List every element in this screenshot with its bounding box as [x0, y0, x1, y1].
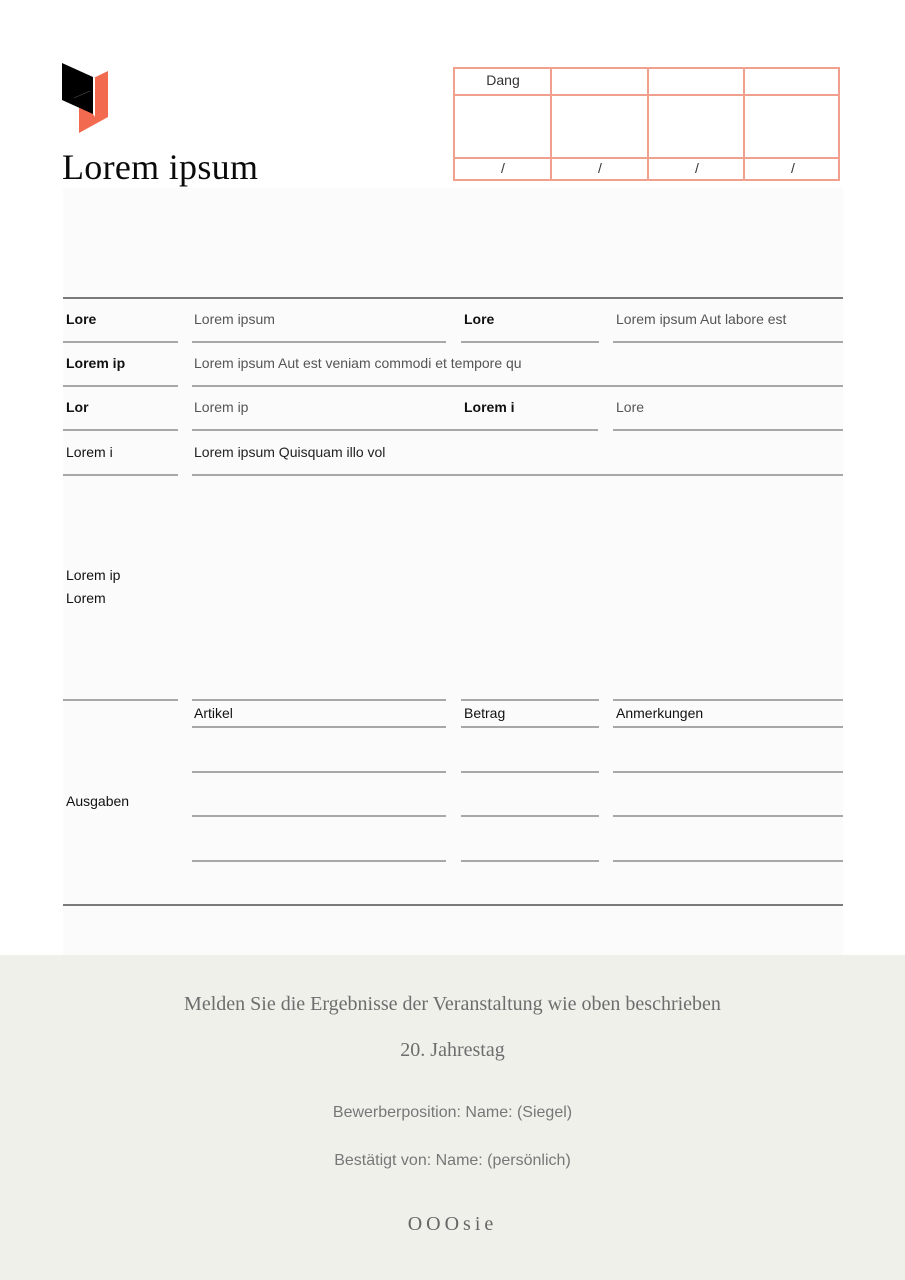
divider: [63, 429, 178, 431]
expense-notes-input[interactable]: [613, 773, 843, 816]
divider: [63, 297, 843, 299]
applicant-signature: Bewerberposition: Name: (Siegel): [332, 1104, 573, 1121]
column-header-notes: Anmerkungen: [616, 705, 704, 721]
field-label: Lorem i: [66, 444, 113, 460]
stamp-date-cell[interactable]: /: [598, 160, 602, 176]
content-label: Lorem: [66, 590, 106, 606]
divider: [461, 341, 599, 343]
approval-stamp-table: [453, 67, 840, 181]
divider: [613, 699, 843, 701]
stamp-header-cell: Dang: [486, 72, 520, 88]
expense-item-input[interactable]: [192, 728, 446, 771]
field-value[interactable]: Lorem ipsum: [194, 311, 275, 327]
footer: [0, 955, 905, 1280]
expense-notes-input[interactable]: [613, 817, 843, 860]
footer-instruction: Melden Sie die Ergebnisse der Veranstaltung wie oben beschrieben: [184, 993, 721, 1015]
expenses-label: Ausgaben: [66, 793, 130, 809]
page-title: Lorem ipsum: [62, 147, 259, 187]
stamp-date-cell[interactable]: /: [501, 160, 505, 176]
divider: [63, 474, 178, 476]
column-header-amount: Betrag: [464, 705, 506, 721]
divider: [613, 341, 843, 343]
expense-item-input[interactable]: [192, 817, 446, 860]
field-label: Lorem ip: [66, 355, 126, 371]
divider: [63, 385, 178, 387]
confirmation-signature: Bestätigt von: Name: (persönlich): [334, 1152, 571, 1169]
column-header-item: Artikel: [194, 705, 233, 721]
divider: [192, 385, 843, 387]
footer-occasion: 20. Jahrestag: [400, 1039, 505, 1061]
field-value[interactable]: Lorem ipsum Aut est veniam commodi et tempore qu: [194, 355, 522, 371]
field-value[interactable]: Lorem ip: [194, 399, 249, 415]
divider: [192, 699, 446, 701]
divider: [63, 904, 843, 906]
divider: [192, 860, 446, 862]
stamp-date-cell[interactable]: /: [695, 160, 699, 176]
divider: [63, 341, 178, 343]
field-value[interactable]: Lorem ipsum Aut labore est: [616, 311, 787, 327]
field-value[interactable]: Lorem ipsum Quisquam illo vol: [194, 444, 386, 460]
logo-icon: [62, 63, 110, 135]
divider: [461, 860, 599, 862]
brand-name: OOOsie: [407, 1213, 498, 1235]
divider: [461, 699, 599, 701]
divider: [63, 699, 178, 701]
divider: [613, 429, 843, 431]
field-label: Lore: [66, 311, 97, 327]
expense-notes-input[interactable]: [613, 728, 843, 771]
stamp-date-cell[interactable]: /: [791, 160, 795, 176]
divider: [192, 429, 598, 431]
field-label: Lore: [464, 311, 495, 327]
field-value[interactable]: Lore: [616, 399, 645, 415]
expense-amount-input[interactable]: [461, 728, 599, 771]
content-label: Lorem ip: [66, 567, 121, 583]
expense-amount-input[interactable]: [461, 773, 599, 816]
divider: [613, 860, 843, 862]
content-textarea[interactable]: [192, 490, 843, 690]
divider: [192, 341, 446, 343]
field-label: Lorem i: [464, 399, 515, 415]
expense-item-input[interactable]: [192, 773, 446, 816]
divider: [192, 474, 843, 476]
field-label: Lor: [66, 399, 89, 415]
expense-amount-input[interactable]: [461, 817, 599, 860]
